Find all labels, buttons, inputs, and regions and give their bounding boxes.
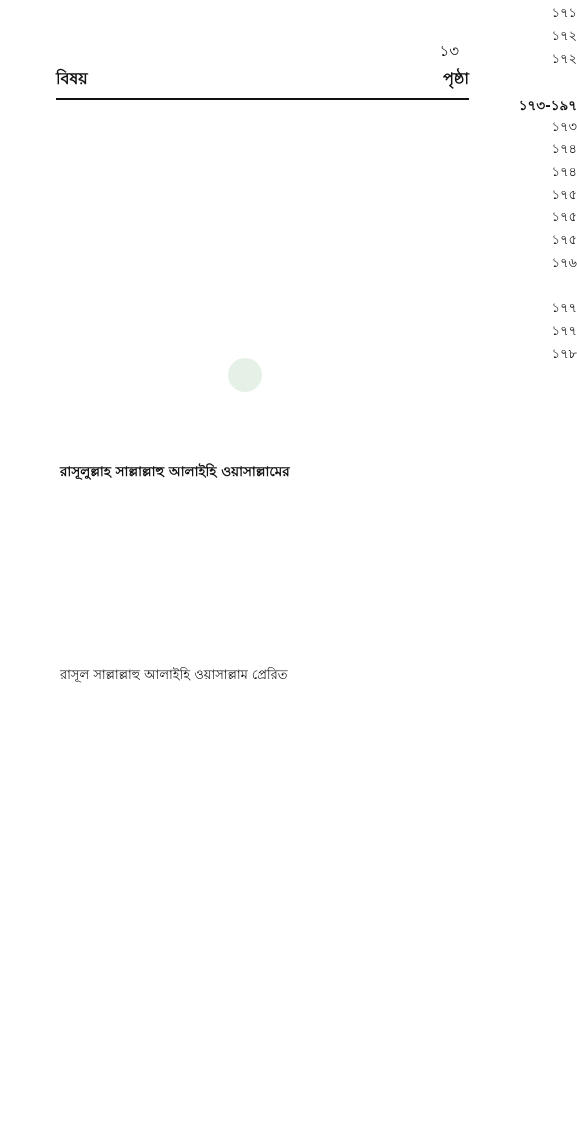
page-column-label: পৃষ্ঠা bbox=[443, 69, 469, 88]
toc-entry-page: ১৭৩-১৯৭ bbox=[518, 98, 577, 115]
toc-entry-page: ১৭৮ bbox=[551, 346, 577, 362]
toc-entry-page: ১৭৩ bbox=[551, 119, 577, 135]
toc-entry-page: ১৭৫ bbox=[551, 187, 577, 203]
toc-entry-page: ১৭২ bbox=[551, 51, 577, 67]
toc-entry-title: রাসূলুল্লাহ সাল্লাল্লাহু আলাইহি ওয়াসাল্লামের bbox=[60, 463, 290, 480]
toc-entry-page: ১৭৬ bbox=[551, 255, 577, 271]
page-number: ১৩ bbox=[439, 42, 459, 60]
toc-entry-page: ১৭২ bbox=[551, 28, 577, 44]
toc-entry-page: ১৭৪ bbox=[551, 142, 577, 158]
toc-entry-page: ১৭৫ bbox=[551, 210, 577, 226]
toc-entry-page: ১৭৫ bbox=[551, 233, 577, 249]
toc-entry-page: ১৭৭ bbox=[551, 323, 577, 339]
toc-entry-page: ১৭৪ bbox=[551, 165, 577, 181]
toc-entry-title: রাসূল সাল্লাল্লাহু আলাইহি ওয়াসাল্লাম প্রেরিত bbox=[60, 668, 288, 684]
toc-entry-page: ১৭১ bbox=[551, 6, 577, 22]
subject-column-label: বিষয় bbox=[56, 69, 88, 88]
toc-entry-page: ১৭৭ bbox=[551, 301, 577, 317]
